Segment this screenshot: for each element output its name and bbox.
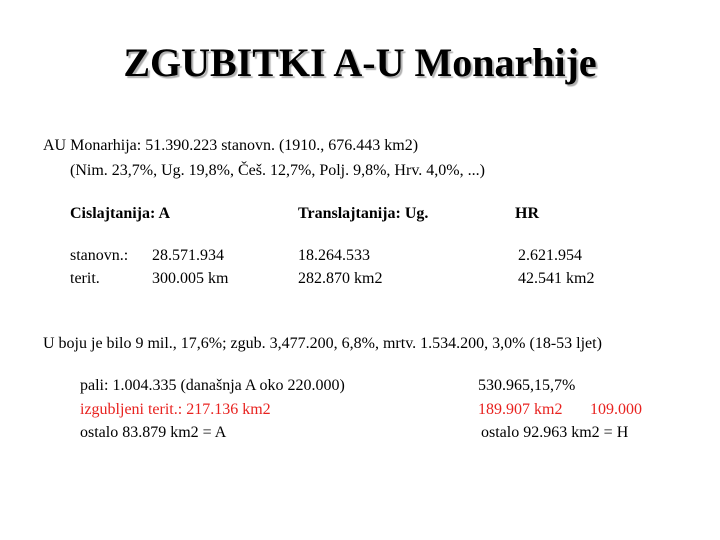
lost-territory-right-a: 189.907 km2 [478,401,563,418]
territory-hr: 42.541 km2 [518,270,595,287]
row-label-territory: terit. [70,270,100,287]
fallen-left: pali: 1.004.335 (današnja A oko 220.000) [80,377,345,394]
header-translajtanija: Translajtanija: Ug. [298,205,429,222]
remaining-left: ostalo 83.879 km2 = A [80,424,227,441]
population-cislajtanija: 28.571.934 [152,247,224,264]
header-cislajtanija: Cislajtanija: A [70,205,170,222]
lost-territory-left: izgubljeni terit.: 217.136 km2 [80,401,271,418]
population-translajtanija: 18.264.533 [298,247,370,264]
fallen-right: 530.965,15,7% [478,377,576,394]
header-hr: HR [515,205,539,222]
remaining-right: ostalo 92.963 km2 = H [481,424,629,441]
territory-cislajtanija: 300.005 km [152,270,229,287]
intro-line-population: AU Monarhija: 51.390.223 stanovn. (1910., 676.443 km2) [43,137,419,154]
page-title: ZGUBITKI A-U Monarhije [123,40,597,85]
population-hr: 2.621.954 [518,247,582,264]
territory-translajtanija: 282.870 km2 [298,270,383,287]
war-losses-line: U boju je bilo 9 mil., 17,6%; zgub. 3,477.200, 6,8%, mrtv. 1.534.200, 3,0% (18-53 ljet) [43,335,602,352]
row-label-population: stanovn.: [70,247,129,264]
intro-line-ethnicities: (Nim. 23,7%, Ug. 19,8%, Češ. 12,7%, Polj. 9,8%, Hrv. 4,0%, ...) [70,162,485,179]
lost-territory-right-b: 109.000 [590,401,642,418]
